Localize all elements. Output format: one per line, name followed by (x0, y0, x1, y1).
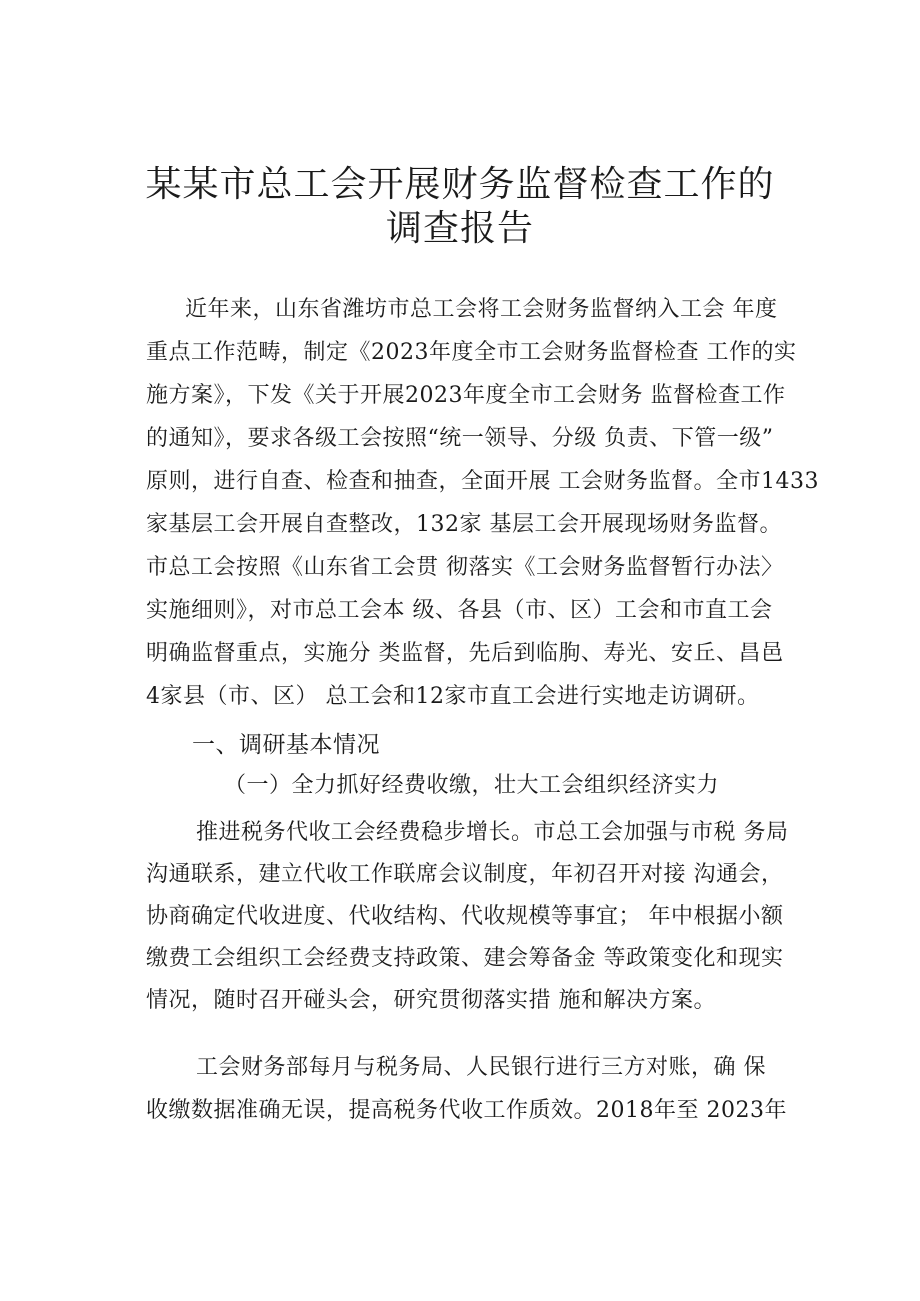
paragraph2-line: 情况，随时召开碰头会，研究贯彻落实措 施和解决方案。 (146, 988, 716, 1013)
paragraph3-line: 工会财务部每月与税务局、人民银行进行三方对账，确 保 (196, 1055, 766, 1080)
section-heading: 一、调研基本情况 (192, 732, 380, 758)
paragraph1-line: 市总工会按照《山东省工会贯 彻落实《工会财务监督暂行办法〉 (146, 555, 784, 580)
subsection-heading: （一）全力抓好经费收缴，壮大工会组织经济实力 (224, 773, 720, 798)
paragraph1-line: 4家县（市、区） 总工会和12家市直工会进行实地走访调研。 (146, 684, 760, 709)
paragraph2-line: 缴费工会组织工会经费支持政策、建会筹备金 等政策变化和现实 (146, 946, 784, 971)
paragraph3-line: 收缴数据准确无误，提高税务代收工作质效。2018年至 2023年 (146, 1098, 787, 1123)
document-title-line2: 调查报告 (385, 208, 534, 249)
paragraph2-line: 协商确定代收进度、代收结构、代收规模等事宜； 年中根据小额 (146, 904, 784, 929)
paragraph1-line: 家基层工会开展自查整改，132家 基层工会开展现场财务监督。 (146, 512, 782, 537)
paragraph1-line: 的通知》，要求各级工会按照“统一领导、分级 负责、下管一级” (146, 426, 774, 451)
paragraph1-line: 重点工作范畴，制定《2023年度全市工会财务监督检查 工作的实 (146, 340, 797, 365)
paragraph2-line: 沟通联系，建立代收工作联席会议制度，年初召开对接 沟通会， (146, 862, 784, 887)
paragraph1-line: 实施细则》，对市总工会本 级、各县（市、区）工会和市直工会 (146, 598, 773, 623)
paragraph1-line: 明确监督重点，实施分 类监督，先后到临朐、寿光、安丘、昌邑 (146, 641, 784, 666)
paragraph1-line: 近年来，山东省潍坊市总工会将工会财务监督纳入工会 年度 (185, 297, 778, 322)
document-title-line1: 某某市总工会开展财务监督检查工作的 (145, 164, 775, 205)
paragraph1-line: 施方案》，下发《关于开展2023年度全市工会财务 监督检查工作 (146, 383, 786, 408)
paragraph2-line: 推进税务代收工会经费稳步增长。市总工会加强与市税 务局 (196, 820, 789, 845)
paragraph1-line: 原则，进行自查、检查和抽查，全面开展 工会财务监督。全市1433 (146, 469, 819, 494)
